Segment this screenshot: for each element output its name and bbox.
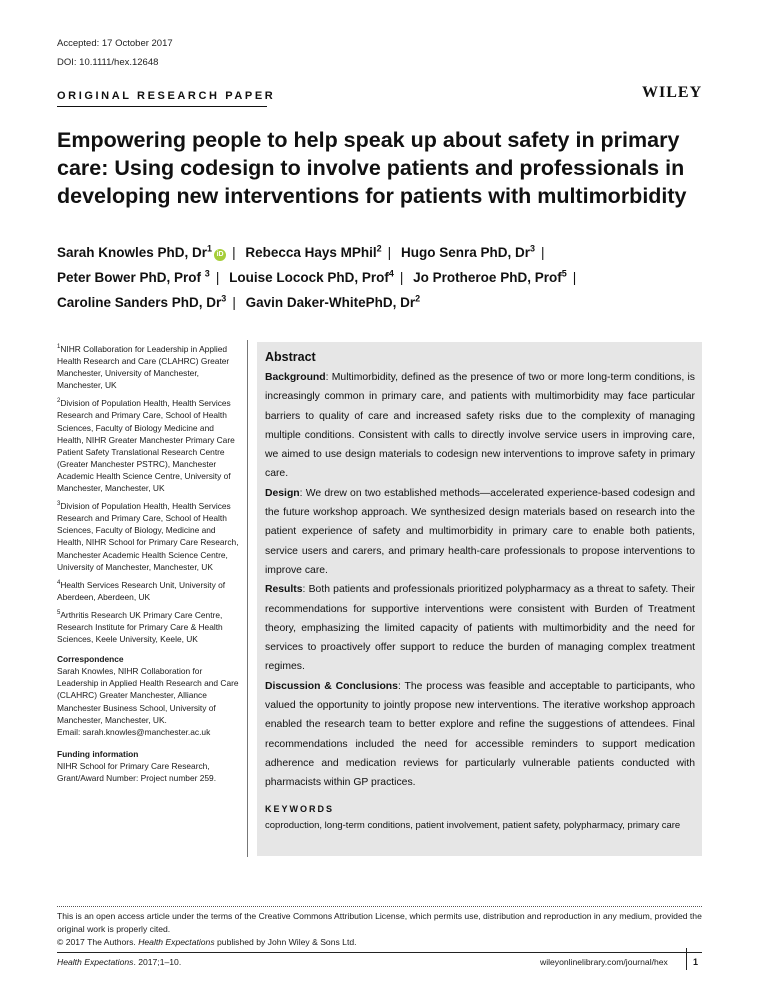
license-text: This is an open access article under the terms of the Creative Commons Attribution License, which permits use, distribution and reproduction in any medium, provided the original work is properly cited. bbox=[57, 911, 702, 934]
abstract-box bbox=[257, 342, 702, 856]
wiley-logo: WILEY bbox=[642, 84, 703, 101]
author[interactable]: Gavin Daker-WhitePhD, Dr$^2$ bbox=[245, 293, 421, 310]
section-underline bbox=[57, 106, 267, 107]
affiliation: $^4$Health Services Research Unit, University of Aberdeen, Aberdeen, UK bbox=[57, 579, 226, 602]
abstract-design: Design: We drew on two established methods—accelerated experience-based codesign and the future workshop approach. We synthesized design materials based on research into the patient experience of safety and multimorbidity in primary care to enable both patients, service users and carers, and primary health-care professionals to propose interventions to improve care. bbox=[265, 487, 695, 576]
funding-heading: Funding information bbox=[57, 748, 139, 759]
abstract-background: Background: Multimorbidity, defined as the presence of two or more long-term conditions, is increasingly common in primary care, and patients with multimorbidity may face particular barriers to quality of care and increased safety risks due to the complexity of managing multiple conditions. Consistent with calls to directly involve service users in improving care, we aimed to use design materials to codesign new interventions to improve safety in primary care. bbox=[265, 372, 695, 480]
author[interactable]: Hugo Senra PhD, Dr$^3$ bbox=[400, 243, 535, 260]
journal-citation: Health Expectations. 2017;1–10. bbox=[57, 957, 182, 967]
journal-url[interactable]: wileyonlinelibrary.com/journal/hex bbox=[540, 957, 668, 967]
affiliation: $^3$Division of Population Health, Health Services Research and Primary Care, School of Health Sciences, Faculty of Biology, Medicine and Health, NIHR School for Primary Care Research, Manchester Academic Health Science Centre, University of Manchester, Manchester, UK bbox=[57, 501, 239, 572]
section-label: ORIGINAL RESEARCH PAPER bbox=[57, 90, 276, 102]
affiliation: $^2$Division of Population Health, Health Services Research and Primary Care, School of Health Sciences, Faculty of Biology Medicine and Health, NIHR Greater Manchester Primary Care Patient Safety Translational Research Centre (Greater Manchester PSTRC), Manchester Academic Health Science Centre, University of Manchester, Manchester, UK bbox=[57, 398, 235, 494]
author[interactable]: Jo Protheroe PhD, Prof$^5$ bbox=[413, 268, 567, 285]
license-note bbox=[57, 910, 702, 949]
page-number: 1 bbox=[693, 957, 699, 967]
footnote-divider bbox=[57, 906, 702, 907]
footer-divider bbox=[686, 948, 687, 970]
affiliation: $^5$Arthritis Research UK Primary Care Centre, Research Institute for Primary Care & Health Sciences, Keele University, Keele, UK bbox=[57, 609, 223, 645]
article-title: Empowering people to help speak up about safety in primary care: Using codesign to involve patients and professionals in developing new interventions for patients with multimorbidity bbox=[57, 128, 687, 208]
orcid-icon[interactable]: iD bbox=[214, 249, 226, 261]
abstract-heading: Abstract bbox=[265, 350, 316, 364]
footer-rule bbox=[57, 952, 702, 953]
keywords-list: coproduction, long-term conditions, patient involvement, patient safety, polypharmacy, primary care bbox=[265, 819, 681, 831]
abstract-results: Results: Both patients and professionals prioritized polypharmacy as a threat to safety. Their recommendations for supportive interventions were consistent with Burden of Treatment theory, emphasizing the limited capacity of patients with multimorbidity and the need for services to proactively offer support to reduce the burden of managing complex treatment regimes. bbox=[265, 584, 695, 673]
correspondence-block: Sarah Knowles, NIHR Collaboration for Leadership in Applied Health Research and Care (CLAHRC) Greater Manchester, Alliance Manchester Business School, University of Manchester, Manchester, UK. Email: sarah.knowles@manchester.ac.uk bbox=[57, 666, 239, 737]
author[interactable]: Sarah Knowles PhD, Dr$^1$ bbox=[57, 243, 213, 260]
funding-text: NIHR School for Primary Care Research, Grant/Award Number: Project number 259. bbox=[57, 760, 217, 783]
author[interactable]: Rebecca Hays MPhil$^2$ bbox=[245, 243, 382, 260]
affiliations-column bbox=[57, 343, 242, 794]
accepted-date: Accepted: 17 October 2017 bbox=[57, 38, 173, 49]
author[interactable]: Caroline Sanders PhD, Dr$^3$ bbox=[57, 293, 227, 310]
correspondence-email[interactable]: Email: sarah.knowles@manchester.ac.uk bbox=[57, 726, 211, 737]
author-list: Sarah Knowles PhD, Dr$^1$iD | Rebecca Hays MPhil$^2$ | Hugo Senra PhD, Dr$^3$ | Peter Bower PhD, Prof $^3$ | Louise Locock PhD, Prof$^4$ | Jo Protheroe PhD, Prof$^5$ | Caroline Sanders PhD, Dr$^3$ | Gavin Daker-WhitePhD, Dr$^2$ bbox=[57, 243, 577, 310]
doi-link[interactable]: DOI: 10.1111/hex.12648 bbox=[57, 57, 159, 68]
copyright-line: © 2017 The Authors. Health Expectations published by John Wiley & Sons Ltd. bbox=[57, 937, 357, 947]
keywords-heading: KEYWORDS bbox=[265, 803, 335, 814]
abstract-discussion: Discussion & Conclusions: The process was feasible and acceptable to participants, who valued the opportunity to jointly propose new interventions. The iterative workshop approach enabled the research team to better explore and refine the suggestions of attendees. Final recommendations included the need for accessible reminders to support medication adherence and medication reviews for particularly vulnerable patients conducted with pharmacists within GP practices. bbox=[265, 680, 696, 789]
affiliation: $^1$NIHR Collaboration for Leadership in Applied Health Research and Care (CLAHRC) Greater Manchester, University of Manchester, Manchester, UK bbox=[57, 344, 230, 391]
author[interactable]: Peter Bower PhD, Prof $^3$ bbox=[57, 268, 210, 285]
correspondence-heading: Correspondence bbox=[57, 654, 124, 665]
column-divider bbox=[247, 340, 248, 857]
author[interactable]: Louise Locock PhD, Prof$^4$ bbox=[229, 268, 394, 285]
